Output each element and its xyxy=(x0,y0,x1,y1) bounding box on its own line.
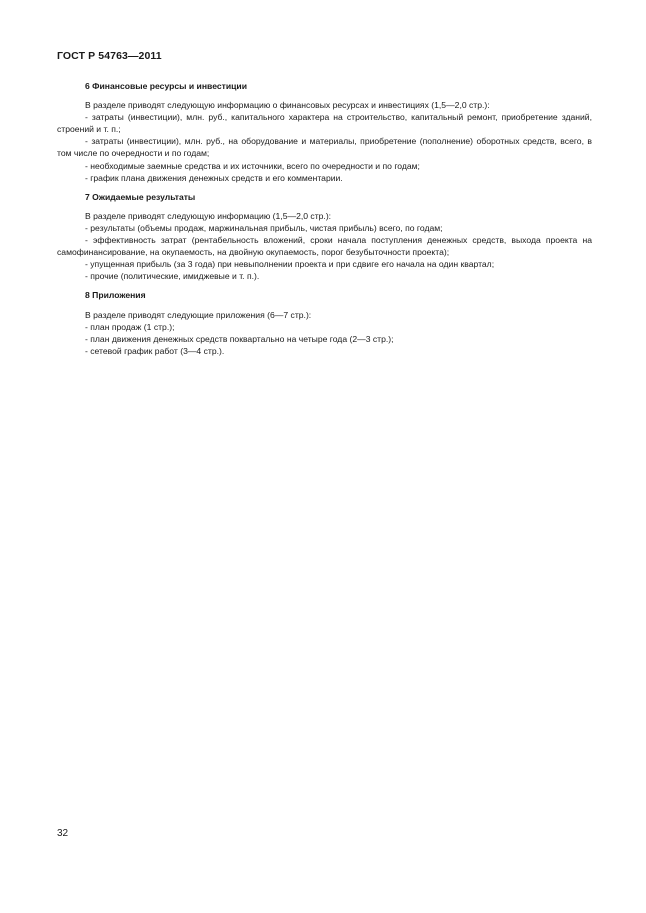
list-item: - прочие (политические, имиджевые и т. п.). xyxy=(85,271,260,282)
paragraph: В разделе приводят следующую информацию о финансовых ресурсах и инвестициях (1,5—2,0 стр.): xyxy=(85,100,490,111)
list-item: - график плана движения денежных средств и его комментарии. xyxy=(85,172,343,183)
list-item: - план продаж (1 стр.); xyxy=(85,321,175,332)
section-heading: 6 Финансовые ресурсы и инвестиции xyxy=(85,81,247,91)
section-heading: 7 Ожидаемые результаты xyxy=(85,191,196,202)
list-item: - план движения денежных средств поквартально на четыре года (2—3 стр.); xyxy=(85,333,394,344)
list-item: - результаты (объемы продаж, маржинальная прибыль, чистая прибыль) всего, по годам; xyxy=(85,222,443,233)
list-item: - затраты (инвестиции), млн. руб., на оборудование и материалы, приобретение (пополнение) оборотных средств, всего, в том числе по очередности и по годам; xyxy=(57,136,592,159)
list-item: - сетевой график работ (3—4 стр.). xyxy=(85,345,225,356)
section-expected-results xyxy=(57,191,592,283)
list-item: - затраты (инвестиции), млн. руб., капитального характера на строительство, капитальный ремонт, приобретение зданий, строений и т. п.; xyxy=(57,112,592,135)
list-item: - упущенная прибыль (за 3 года) при невыполнении проекта и при сдвиге его начала на один квартал; xyxy=(85,259,495,270)
list-item: - эффективность затрат (рентабельность вложений, сроки начала поступления денежных средств, выхода проекта на самофинансирование, на окупаемость, на двойную окупаемость, порог безубыточности проекта); xyxy=(57,235,592,258)
paragraph: В разделе приводят следующую информацию (1,5—2,0 стр.): xyxy=(85,210,332,221)
paragraph: В разделе приводят следующие приложения (6—7 стр.): xyxy=(85,309,312,320)
page-number: 32 xyxy=(57,828,69,839)
section-financial-resources xyxy=(57,80,592,184)
section-heading: 8 Приложения xyxy=(85,290,146,301)
section-appendices xyxy=(57,289,592,356)
document-body xyxy=(57,80,592,364)
list-item: - необходимые заемные средства и их источники, всего по очередности и по годам; xyxy=(85,160,420,171)
document-header: ГОСТ Р 54763—2011 xyxy=(57,50,162,62)
